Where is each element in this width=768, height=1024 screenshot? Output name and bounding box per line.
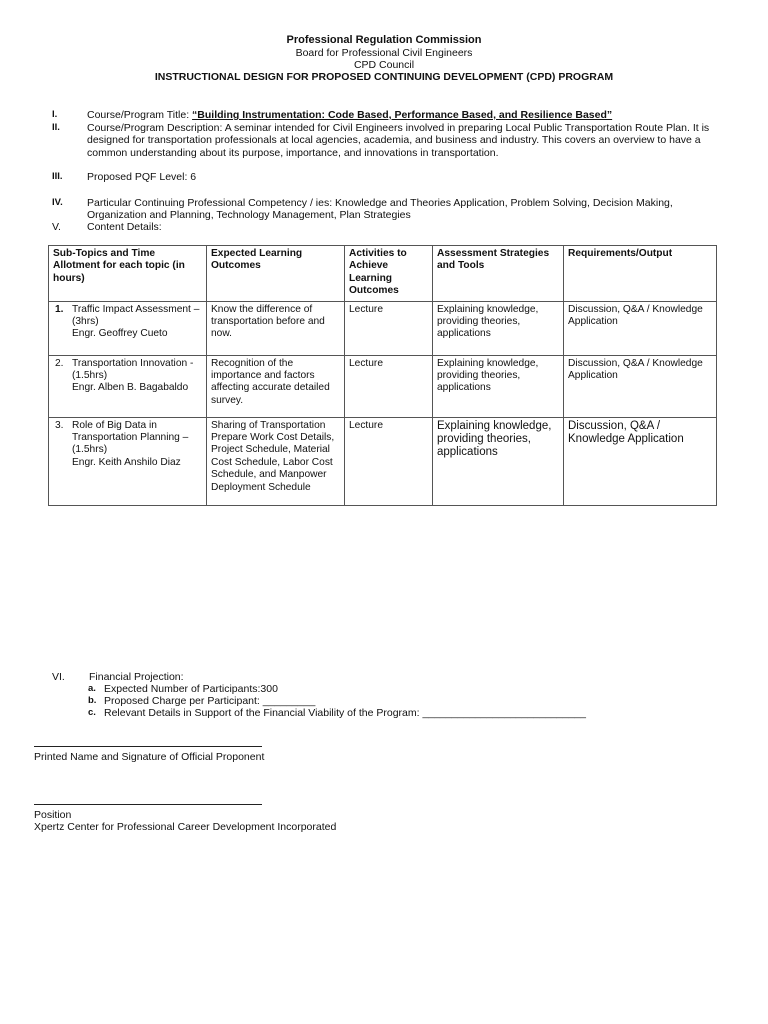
assessment-cell: Explaining knowledge, providing theories, applications bbox=[433, 301, 564, 355]
assessment-cell: Explaining knowledge, providing theories, applications bbox=[433, 417, 564, 505]
outcome-cell: Sharing of Transportation Prepare Work Cost Details, Project Schedule, Material Cost Schedule, Labor Cost Schedule, and Manpower Deployment Schedule bbox=[207, 417, 345, 505]
section-number: VI. bbox=[52, 671, 65, 683]
outcome-cell: Recognition of the importance and factors affecting accurate detailed survey. bbox=[207, 355, 345, 417]
activity-cell: Lecture bbox=[345, 417, 433, 505]
proposed-charge: Proposed Charge per Participant: _________ bbox=[104, 695, 316, 707]
course-description-text: Course/Program Description: A seminar intended for Civil Engineers involved in preparing Local Public Transportation Route Plan. It is designed for transportation professionals at local agencies, academia, and business and industry. This covers an overview to have a common understanding about its purpose, importance, and innovations in transportation. bbox=[87, 122, 710, 159]
output-cell: Discussion, Q&A / Knowledge Application bbox=[564, 355, 717, 417]
item-letter: c. bbox=[88, 707, 96, 718]
expected-participants: Expected Number of Participants:300 bbox=[104, 683, 278, 695]
speaker-name: Engr. Keith Anshilo Diaz bbox=[72, 456, 181, 468]
section-number: I. bbox=[52, 109, 58, 120]
subtopic-title: Transportation Innovation - (1.5hrs) bbox=[72, 357, 194, 382]
table-header-row bbox=[49, 246, 717, 302]
header-commission: Professional Regulation Commission bbox=[286, 34, 482, 46]
outcome-cell: Know the difference of transportation before and now. bbox=[207, 301, 345, 355]
row-number: 2. bbox=[55, 357, 64, 369]
assessment-cell: Explaining knowledge, providing theories, applications bbox=[433, 355, 564, 417]
section-number: III. bbox=[52, 171, 63, 182]
table-row bbox=[49, 355, 717, 417]
course-title-label: Course/Program Title: bbox=[87, 109, 193, 121]
row-number: 1. bbox=[55, 303, 64, 315]
course-title-value: “Building Instrumentation: Code Based, Performance Based, and Resilience Based” bbox=[192, 109, 613, 121]
subtopic-title: Traffic Impact Assessment – (3hrs) bbox=[72, 303, 200, 328]
signature-label: Printed Name and Signature of Official Proponent bbox=[34, 751, 265, 763]
speaker-name: Engr. Geoffrey Cueto bbox=[72, 328, 168, 340]
section-number: IV. bbox=[52, 197, 63, 208]
col-header-requirements: Requirements/Output bbox=[564, 246, 717, 302]
financial-viability-details: Relevant Details in Support of the Financial Viability of the Program: ____________________________ bbox=[104, 707, 586, 719]
subtopic-cell bbox=[49, 301, 207, 355]
header-board: Board for Professional Civil Engineers bbox=[295, 47, 473, 59]
section-number: II. bbox=[52, 122, 60, 133]
position-label: Position bbox=[34, 809, 72, 821]
header-council: CPD Council bbox=[353, 59, 415, 71]
pqf-level-text: Proposed PQF Level: 6 bbox=[87, 171, 197, 183]
output-cell: Discussion, Q&A / Knowledge Application bbox=[564, 417, 717, 505]
signature-line bbox=[34, 746, 262, 747]
table-row bbox=[49, 417, 717, 505]
competencies-text: Particular Continuing Professional Competency / ies: Knowledge and Theories Application, Problem Solving, Decision Making, Organization and Planning, Technology Management, Plan Strategies bbox=[87, 197, 673, 222]
document-title: INSTRUCTIONAL DESIGN FOR PROPOSED CONTINUING DEVELOPMENT (CPD) PROGRAM bbox=[154, 71, 614, 83]
organization-name: Xpertz Center for Professional Career Development Incorporated bbox=[34, 821, 337, 833]
position-line bbox=[34, 804, 262, 805]
subtopic-cell bbox=[49, 355, 207, 417]
item-letter: a. bbox=[88, 683, 96, 694]
activity-cell: Lecture bbox=[345, 301, 433, 355]
row-number: 3. bbox=[55, 419, 64, 431]
section-number: V. bbox=[52, 221, 61, 233]
output-cell: Discussion, Q&A / Knowledge Application bbox=[564, 301, 717, 355]
financial-projection-title: Financial Projection: bbox=[89, 671, 184, 683]
subtopic-cell bbox=[49, 417, 207, 505]
col-header-outcomes: Expected Learning Outcomes bbox=[207, 246, 345, 302]
activity-cell: Lecture bbox=[345, 355, 433, 417]
col-header-assessment: Assessment Strategies and Tools bbox=[433, 246, 564, 302]
table-row bbox=[49, 301, 717, 355]
content-details-label: Content Details: bbox=[87, 221, 162, 233]
speaker-name: Engr. Alben B. Bagabaldo bbox=[72, 382, 189, 394]
col-header-activities: Activities to Achieve Learning Outcomes bbox=[345, 246, 433, 302]
item-letter: b. bbox=[88, 695, 97, 706]
col-header-subtopics: Sub-Topics and Time Allotment for each topic (in hours) bbox=[49, 246, 207, 302]
content-details-table bbox=[48, 245, 717, 506]
subtopic-title: Role of Big Data in Transportation Planning – (1.5hrs) bbox=[72, 419, 189, 456]
